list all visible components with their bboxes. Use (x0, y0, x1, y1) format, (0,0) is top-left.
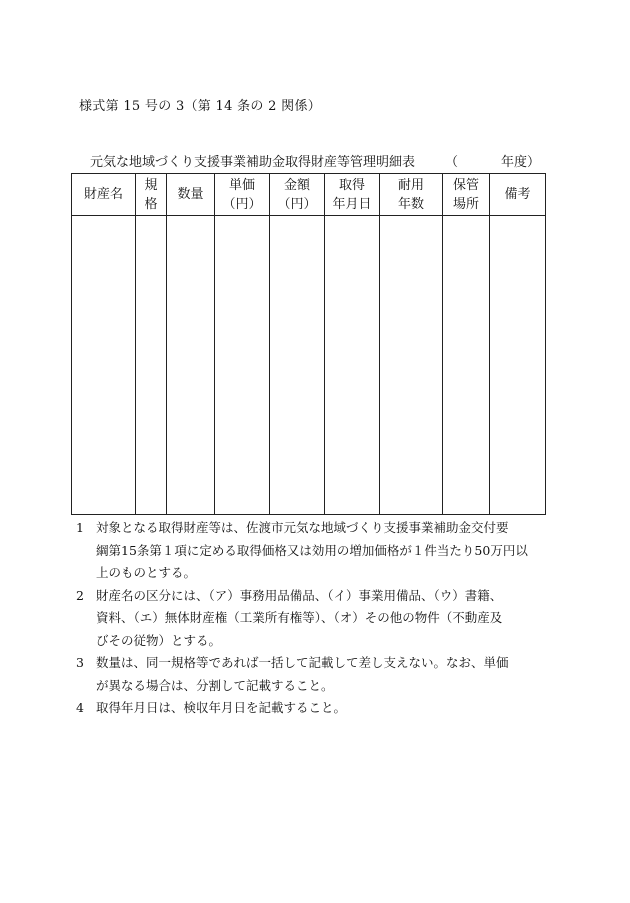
header-unit-price: 単価 （円） (215, 174, 270, 216)
note-line: 数量は、同一規格等であれば一括して記載して差し支えない。なお、単価 (96, 655, 509, 670)
header-asset-name: 財産名 (72, 174, 136, 216)
cell-remarks[interactable] (490, 216, 546, 515)
table-row (72, 216, 546, 515)
cell-storage-location[interactable] (443, 216, 490, 515)
header-acquisition-date: 取得 年月日 (325, 174, 380, 216)
note-number: 2 (76, 587, 84, 603)
note-line: 取得年月日は、検収年月日を記載すること。 (96, 700, 347, 715)
note-number: 4 (76, 700, 84, 715)
header-remarks: 備考 (490, 174, 546, 216)
note-number: 1 (76, 520, 84, 535)
title-year-open-paren: （ (445, 155, 459, 170)
note-line: びその従物）とする。 (96, 632, 222, 648)
note-line: 上のものとする。 (96, 565, 197, 580)
note-line: 資料、（エ）無体財産権（工業所有権等）、（オ）その他の物件（不動産及 (96, 610, 503, 625)
cell-quantity[interactable] (167, 216, 215, 515)
asset-management-table (71, 173, 546, 515)
note-item (76, 652, 556, 697)
note-item (76, 517, 556, 585)
document-title (90, 151, 542, 170)
cell-amount[interactable] (270, 216, 325, 515)
header-useful-life: 耐用 年数 (380, 174, 443, 216)
title-main: 元気な地域づくり支援事業補助金取得財産等管理明細表 (90, 155, 416, 170)
header-quantity: 数量 (167, 174, 215, 216)
note-line: 対象となる取得財産等は、佐渡市元気な地域づくり支援事業補助金交付要 (96, 520, 509, 535)
note-item (76, 697, 556, 720)
cell-acquisition-date[interactable] (325, 216, 380, 515)
cell-useful-life[interactable] (380, 216, 443, 515)
note-number: 3 (76, 655, 84, 670)
form-number: 様式第 15 号の 3（第 14 条の 2 関係） (79, 99, 322, 114)
note-line: 綱第15条第１項に定める取得価格又は効用の増加価格が１件当たり50万円以 (96, 542, 528, 558)
header-amount: 金額 （円） (270, 174, 325, 216)
header-specification: 規 格 (136, 174, 167, 216)
note-line: 財産名の区分には、（ア）事務用品備品、（イ）事業用備品、（ウ）書籍、 (96, 587, 503, 603)
cell-specification[interactable] (136, 216, 167, 515)
header-storage-location: 保管 場所 (443, 174, 490, 216)
cell-unit-price[interactable] (215, 216, 270, 515)
note-item (76, 585, 556, 653)
notes-section (76, 517, 556, 720)
title-year-suffix: 年度） (501, 155, 541, 170)
cell-asset-name[interactable] (72, 216, 136, 515)
note-line: が異なる場合は、分割して記載すること。 (96, 677, 334, 693)
